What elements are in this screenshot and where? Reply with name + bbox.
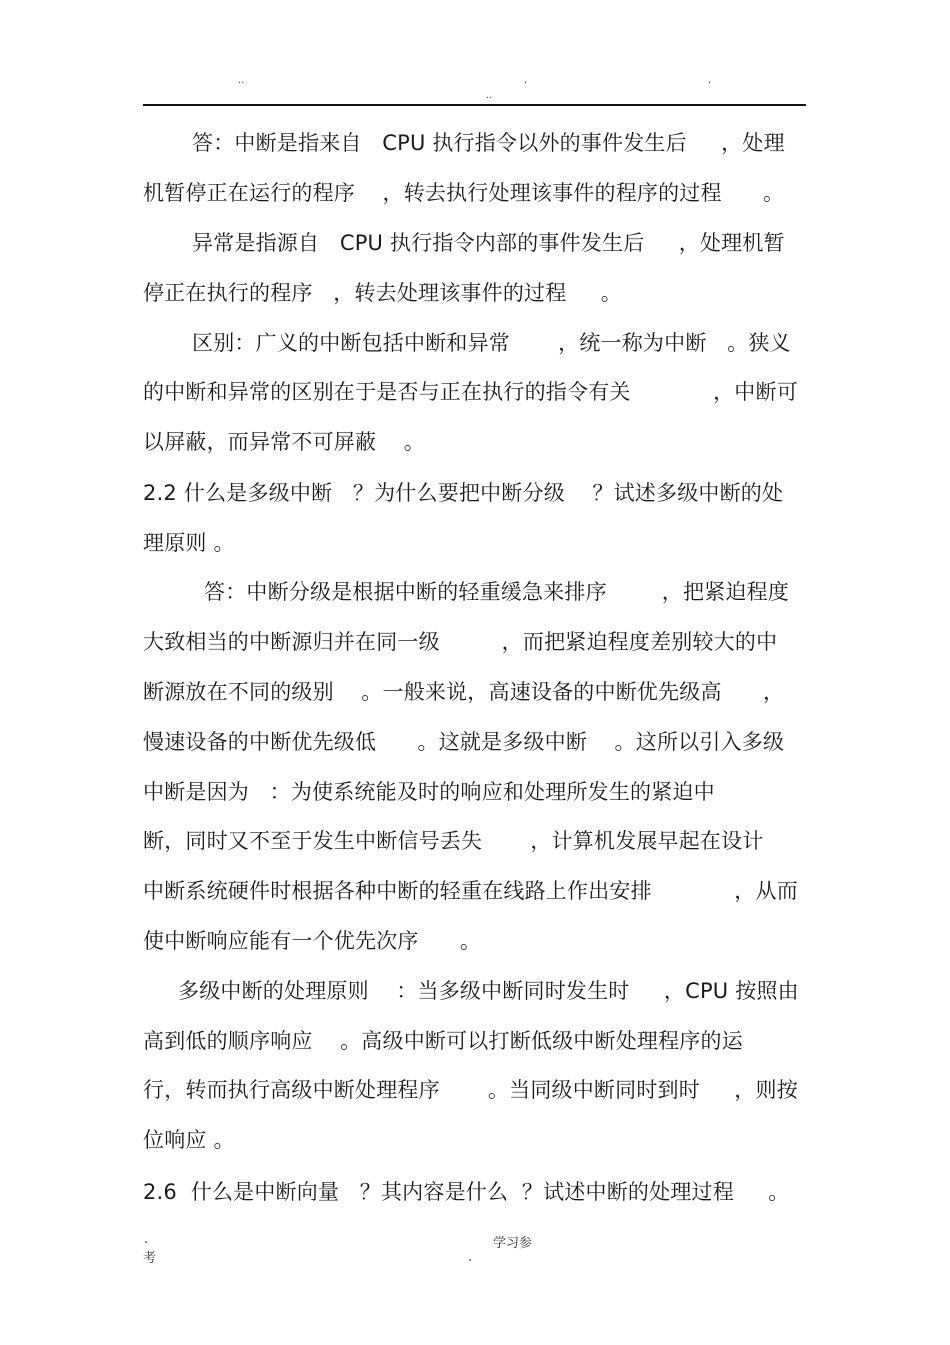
footer-dot-right: . xyxy=(468,1250,473,1265)
text-line: 答：中断分级是根据中断的轻重缓急来排序 ，把紧迫程度 xyxy=(204,580,789,604)
text-line: 断，同时又不至于发生中断信号丢失 ，计算机发展早起在设计 xyxy=(143,829,764,853)
text-line: 的中断和异常的区别在于是否与正在执行的指令有关 ，中断可 xyxy=(143,380,798,404)
header-mark: . xyxy=(708,75,712,86)
header-rule xyxy=(143,104,806,106)
text-line: 以屏蔽，而异常不可屏蔽 。 xyxy=(143,430,425,454)
text-line: 机暂停正在运行的程序 ，转去执行处理该事件的程序的过程 。 xyxy=(143,181,785,205)
text-line: 高到低的顺序响应 。高级中断可以打断低级中断处理程序的运 xyxy=(143,1029,743,1053)
text-line: 行，转而执行高级中断处理程序 。当同级中断同时到时 ，则按 xyxy=(143,1078,798,1102)
footer-center-text: 学习参 xyxy=(493,1236,533,1251)
text-line: 停正在执行的程序 ，转去处理该事件的过程 。 xyxy=(143,281,623,305)
footer-dot-left: . xyxy=(144,1232,149,1247)
section-heading: 理原则 。 xyxy=(143,531,235,555)
header-mark: . xyxy=(524,75,528,86)
section-heading: 2.2 什么是多级中断 ？为什么要把中断分级 ？试述多级中断的处 xyxy=(143,481,784,505)
text-line: 区别：广义的中断包括中断和异常 ，统一称为中断 。狭义 xyxy=(192,331,791,355)
text-line: 中断是因为 ：为使系统能及时的响应和处理所发生的紧迫中 xyxy=(143,780,715,804)
text-line: 使中断响应能有一个优先次序 。 xyxy=(143,929,482,953)
text-line: 多级中断的处理原则 ：当多级中断同时发生时 ，CPU 按照由 xyxy=(178,979,799,1003)
text-line: 异常是指源自 CPU 执行指令内部的事件发生后 ，处理机暂 xyxy=(192,231,785,255)
header-mark: .. xyxy=(486,90,493,101)
section-heading: 2.6 什么是中断向量 ？其内容是什么 ？试述中断的处理过程 。 xyxy=(143,1180,790,1204)
text-line: 答：中断是指来自 CPU 执行指令以外的事件发生后 ，处理 xyxy=(192,131,785,155)
text-line: 断源放在不同的级别 。一般来说，高速设备的中断优先级高 ， xyxy=(143,680,785,704)
footer-char-left: 考 xyxy=(143,1251,157,1266)
header-mark: .. xyxy=(238,75,245,86)
text-line: 大致相当的中断源归并在同一级 ，而把紧迫程度差别较大的中 xyxy=(143,630,778,654)
text-line: 慢速设备的中断优先级低 。这就是多级中断 。这所以引入多级 xyxy=(143,730,785,754)
text-line: 位响应 。 xyxy=(143,1128,235,1152)
text-line: 中断系统硬件时根据各种中断的轻重在线路上作出安排 ，从而 xyxy=(143,879,798,903)
